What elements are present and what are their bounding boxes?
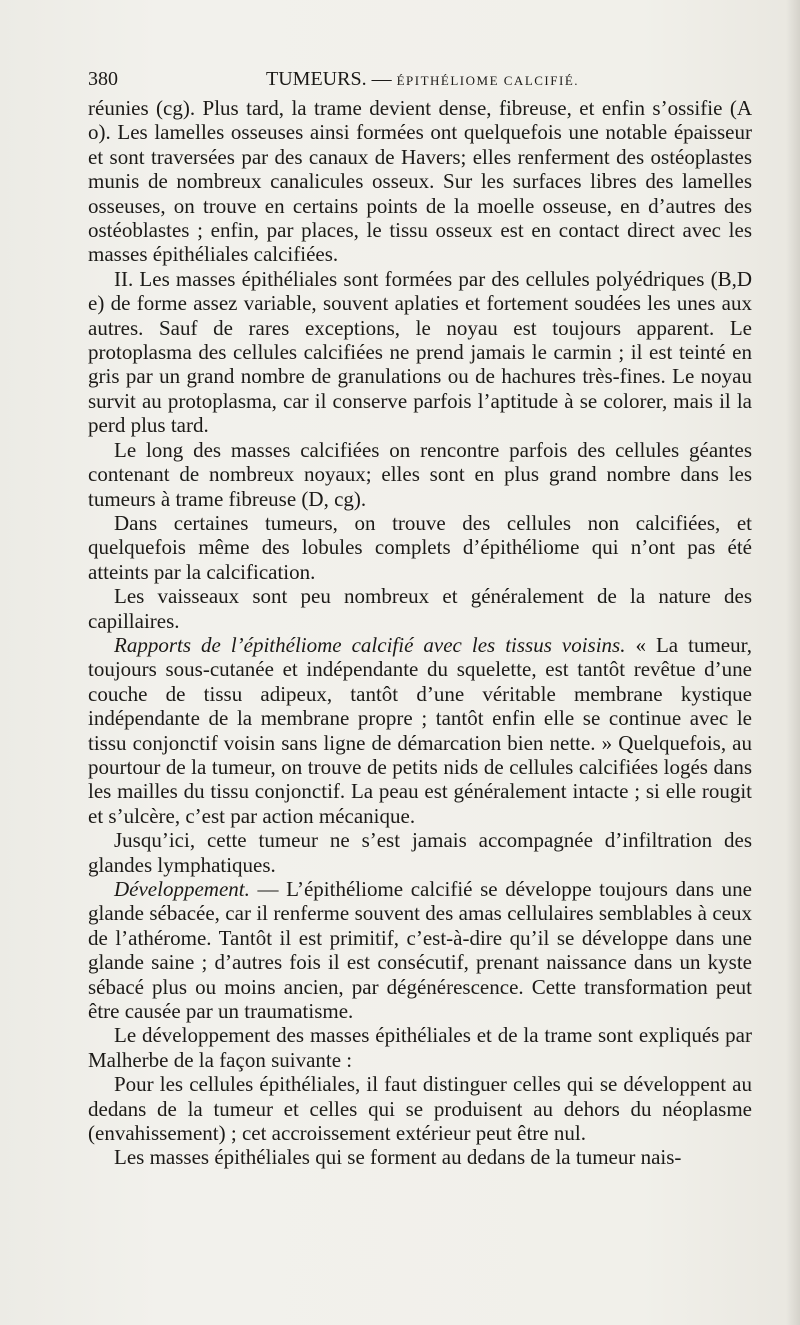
paragraph-lymphatics: Jusqu’ici, cette tumeur ne s’est jamais accompagnée d’infiltration des glandes lymphatiques. xyxy=(88,828,752,877)
section-heading-rapports: Rapports de l’épithéliome calcifié avec les tissus voisins. xyxy=(114,632,626,657)
page-edge-shadow xyxy=(786,0,800,1325)
body-text xyxy=(88,96,752,1170)
running-head-title: TUMEURS. xyxy=(266,68,367,90)
paragraph-developpement xyxy=(88,877,752,1023)
paragraph-developpement-text: — L’épithéliome calcifié se développe toujours dans une glande sébacée, car il renferme souvent des amas cellulaires semblables à ceux de l’athérome. Tantôt il est primitif, c’est-à-dire qu’il se développe dans une glande saine ; d’autres fois il est consécutif, prenant naissance dans un kyste sébacé plus ou moins ancien, par dégénérescence. Cette transformation peut être causée par un traumatisme. xyxy=(88,877,752,1024)
section-heading-developpement: Développement. xyxy=(114,877,250,901)
page-number: 380 xyxy=(88,68,118,90)
paragraph-final: Les masses épithéliales qui se forment au dedans de la tumeur nais- xyxy=(114,1145,682,1170)
paragraph-rapports-text: « La tumeur, toujours sous-cutanée et indépendante du squelette, est tantôt revêtue d’une couche de tissu adipeux, tantôt d’une véritable membrane kystique indépendante de la membrane propre ; tantôt enfin elle se continue avec le tissu conjonctif voisin sans ligne de démarcation bien nette. » Quelquefois, au pourtour de la tumeur, on trouve de petits nids de cellules calcifiées logés dans les mailles du tissu conjonctif. La peau est généralement intacte ; si elle rougit et s’ulcère, c’est par action mécanique. xyxy=(88,632,752,828)
paragraph-vessels: Les vaisseaux sont peu nombreux et généralement de la nature des capillaires. xyxy=(88,584,752,633)
paragraph-epithelial-masses: II. Les masses épithéliales sont formées par des cellules polyédriques (B,D e) de forme assez variable, souvent aplaties et fortement soudées les unes aux autres. Sauf de rares exceptions, le noyau est toujours apparent. Le protoplasma des cellules calcifiées ne prend jamais le carmin ; il est teinté en gris par un grand nombre de granulations ou de hachures très-fines. Le noyau survit au protoplasma, car il conserve parfois l’aptitude à se colorer, mais il la perd plus tard. xyxy=(88,266,752,438)
paragraph-giant-cells: Le long des masses calcifiées on rencontre parfois des cellules géantes contenant de nombreux noyaux; elles sont en plus grand nombre dans les tumeurs à trame fibreuse (D, cg). xyxy=(88,437,752,511)
paragraph-cells: Pour les cellules épithéliales, il faut distinguer celles qui se développent au dedans de la tumeur et celles qui se produisent au dehors du néoplasme (envahissement) ; cet accroissement extérieur peut être nul. xyxy=(88,1072,752,1146)
paragraph-rapports xyxy=(88,633,752,828)
page-header xyxy=(88,62,752,96)
paragraph-continued: réunies (cg). Plus tard, la trame devient dense, fibreuse, et enfin s’ossifie (A o). Les lamelles osseuses ainsi formées ont quelquefois une notable épaisseur et sont traversées par des canaux de Havers; elles renferment des ostéoplastes munis de nombreux canalicules osseux. Sur les surfaces libres des lamelles osseuses, on trouve en certains points de la moelle osseuse, en d’autres des ostéoblastes ; enfin, par places, le tissu osseux est en contact direct avec les masses épithéliales calcifiées. xyxy=(88,96,752,267)
paragraph-malherbe: Le développement des masses épithéliales et de la trame sont expliqués par Malherbe de la façon suivante : xyxy=(88,1023,752,1072)
running-head-subtitle: ÉPITHÉLIOME CALCIFIÉ. xyxy=(396,73,580,88)
running-head-dash: — xyxy=(366,68,397,90)
running-head xyxy=(266,62,579,98)
paragraph-non-calcified: Dans certaines tumeurs, on trouve des cellules non calcifiées, et quelquefois même des lobules complets d’épithéliome qui n’ont pas été atteints par la calcification. xyxy=(88,510,752,584)
